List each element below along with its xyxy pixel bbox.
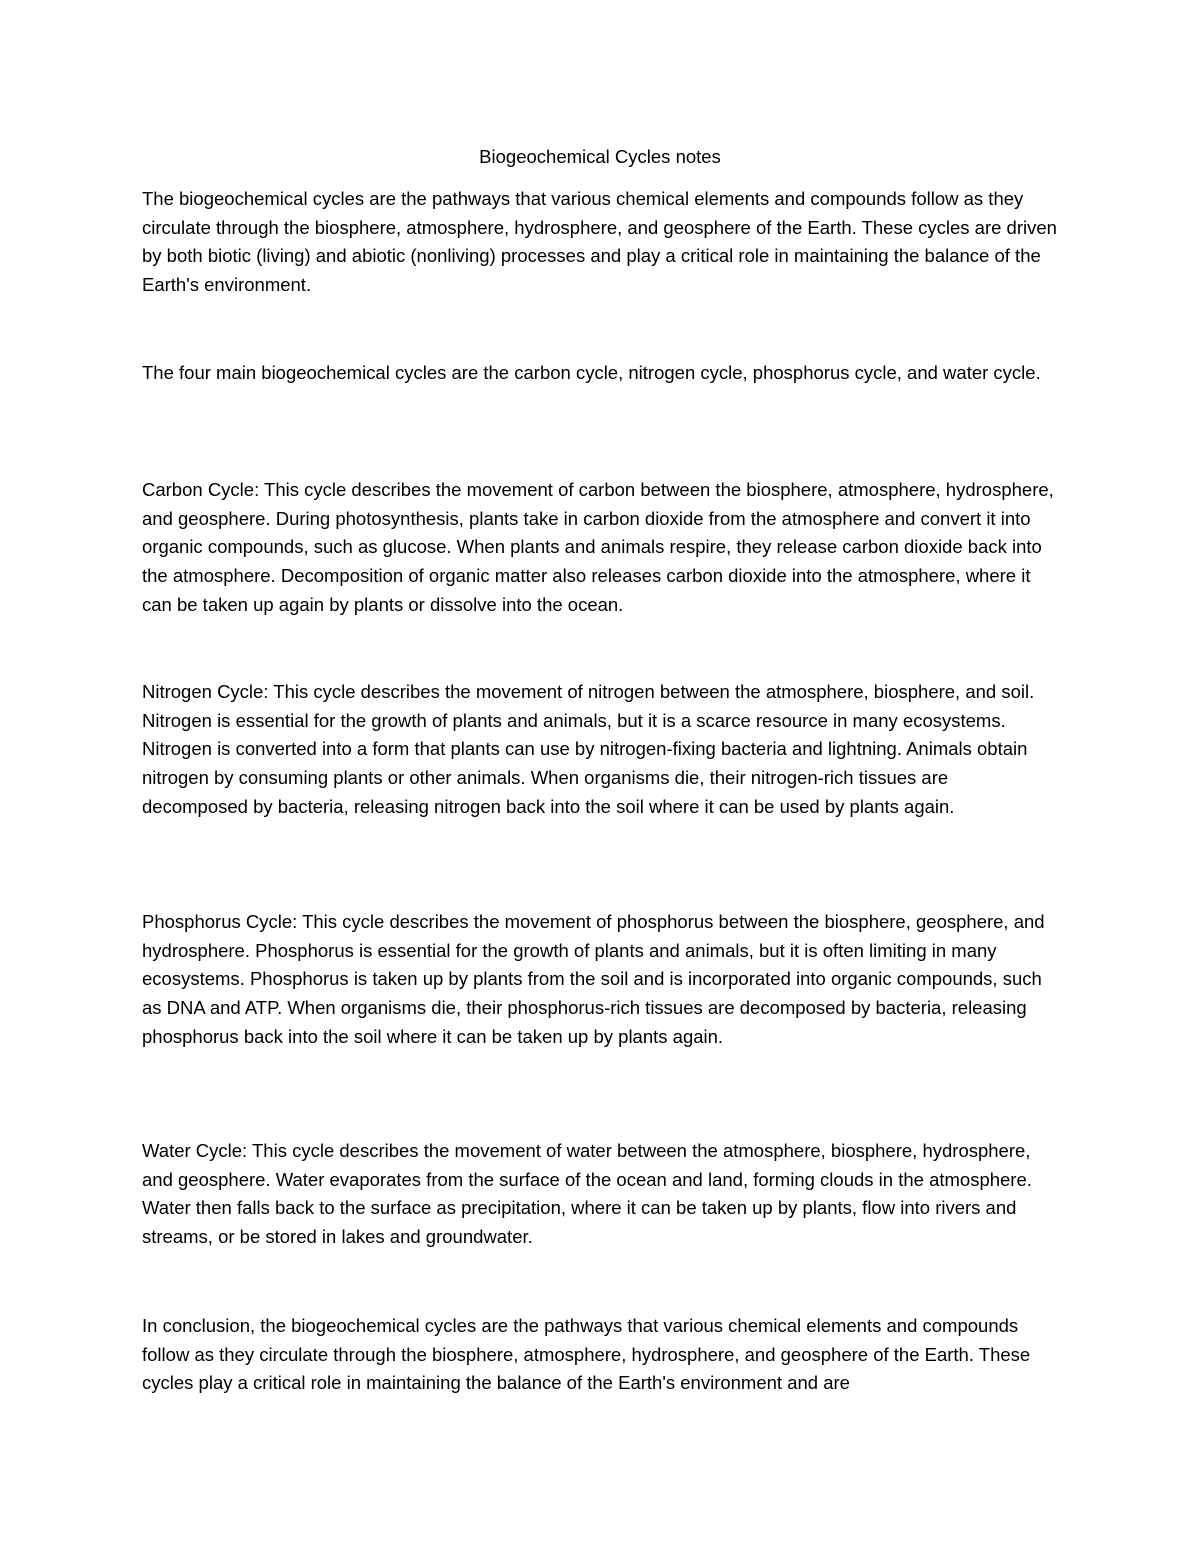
paragraph-introduction: The biogeochemical cycles are the pathways that various chemical elements and compounds follow as they circulate through the biosphere, atmosphere, hydrosphere, and geosphere of the Earth. These cycles are driven by both biotic (living) and abiotic (nonliving) processes and play a critical role in maintaining the balance of the Earth's environment. (142, 188, 1057, 296)
paragraph-carbon-cycle: Carbon Cycle: This cycle describes the movement of carbon between the biosphere, atmosphere, hydrosphere, and geosphere. During photosynthesis, plants take in carbon dioxide from the atmosphere and convert it into organic compounds, such as glucose. When plants and animals respire, they release carbon dioxide back into the atmosphere. Decomposition of organic matter also releases carbon dioxide into the atmosphere, where it can be taken up again by plants or dissolve into the ocean. (142, 479, 1054, 615)
paragraph-nitrogen-cycle: Nitrogen Cycle: This cycle describes the movement of nitrogen between the atmosphere, biosphere, and soil. Nitrogen is essential for the growth of plants and animals, but it is a scarce resource in many ecosystems. Nitrogen is converted into a form that plants can use by nitrogen-fixing bacteria and lightning. Animals obtain nitrogen by consuming plants or other animals. When organisms die, their nitrogen-rich tissues are decomposed by bacteria, releasing nitrogen back into the soil where it can be used by plants again. (142, 681, 1035, 817)
paragraph-water-cycle: Water Cycle: This cycle describes the movement of water between the atmosphere, biosphere, hydrosphere, and geosphere. Water evaporates from the surface of the ocean and land, forming clouds in the atmosphere. Water then falls back to the surface as precipitation, where it can be taken up by plants, flow into rivers and streams, or be stored in lakes and groundwater. (142, 1140, 1032, 1248)
paragraph-phosphorus-cycle: Phosphorus Cycle: This cycle describes the movement of phosphorus between the biosphere, geosphere, and hydrosphere. Phosphorus is essential for the growth of plants and animals, but it is often limiting in many ecosystems. Phosphorus is taken up by plants from the soil and is incorporated into organic compounds, such as DNA and ATP. When organisms die, their phosphorus-rich tissues are decomposed by bacteria, releasing phosphorus back into the soil where it can be taken up by plants again. (142, 911, 1045, 1047)
paragraph-conclusion: In conclusion, the biogeochemical cycles are the pathways that various chemical elements and compounds follow as they circulate through the biosphere, atmosphere, hydrosphere, and geosphere of the Earth. These cycles play a critical role in maintaining the balance of the Earth's environment and are (142, 1315, 1031, 1394)
page-title: Biogeochemical Cycles notes (479, 146, 721, 167)
paragraph-four-main-cycles: The four main biogeochemical cycles are the carbon cycle, nitrogen cycle, phosphorus cycle, and water cycle. (142, 362, 1041, 383)
